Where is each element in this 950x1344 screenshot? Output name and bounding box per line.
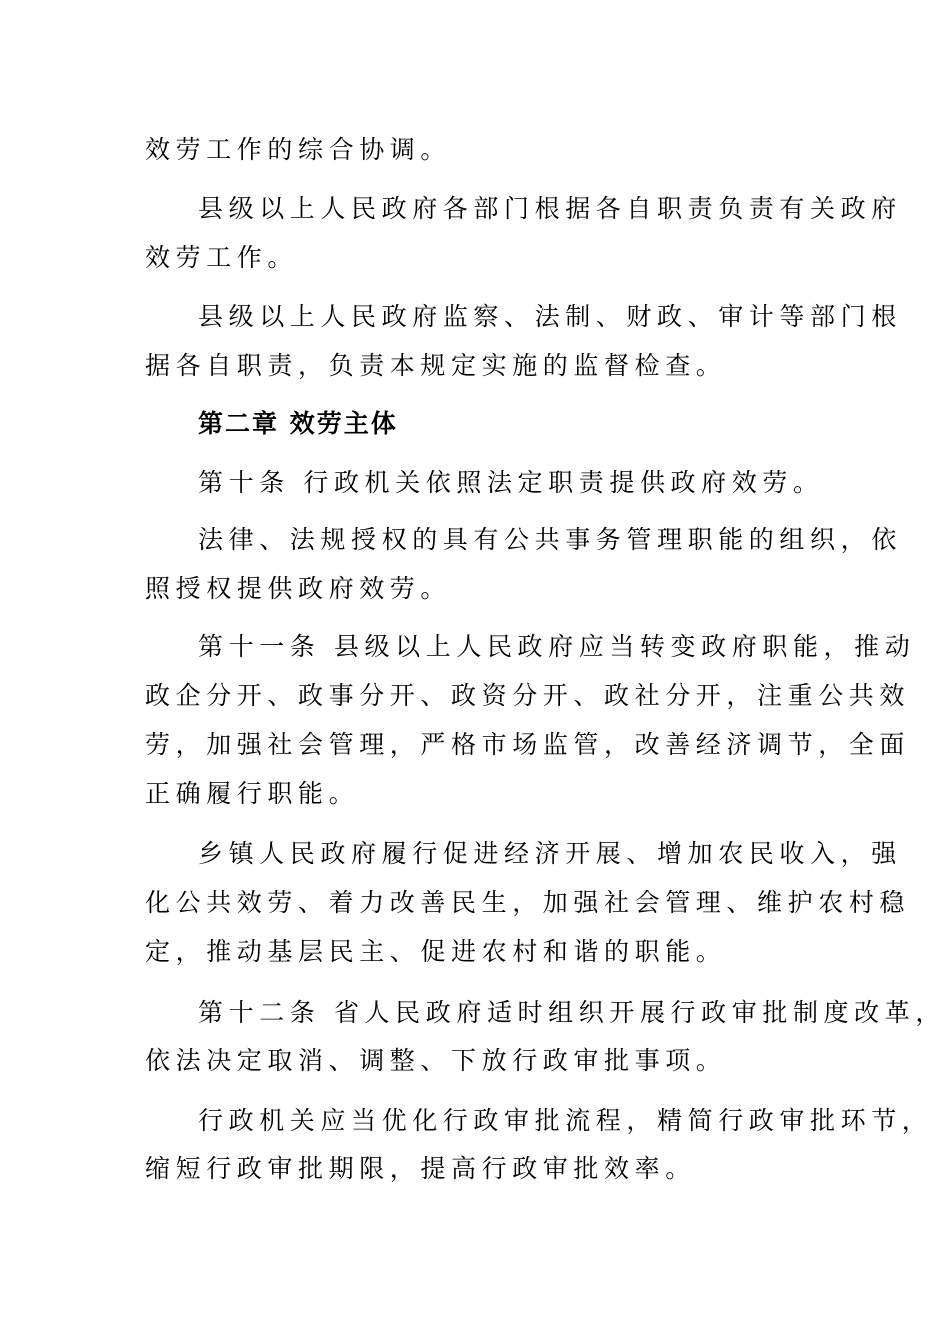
text-line: 缩短行政审批期限，提高行政审批效率。 xyxy=(145,1154,696,1183)
text-line: 县级以上人民政府各部门根据各自职责负责有关政府 xyxy=(198,194,902,223)
text-line: 定，推动基层民主、促进农村和谐的职能。 xyxy=(145,937,727,966)
text-line: 依法决定取消、调整、下放行政审批事项。 xyxy=(145,1046,727,1075)
text-line: 化公共效劳、着力改善民生，加强社会管理、维护农村稳 xyxy=(145,888,911,917)
text-line: 法律、法规授权的具有公共事务管理职能的组织，依 xyxy=(198,525,902,554)
chapter-heading: 第二章 效劳主体 xyxy=(198,409,398,438)
text-line: 第十条 行政机关依照法定职责提供政府效劳。 xyxy=(198,468,824,497)
text-line: 正确履行职能。 xyxy=(145,779,360,808)
text-line: 效劳工作的综合协调。 xyxy=(145,135,452,164)
text-line: 效劳工作。 xyxy=(145,243,299,272)
text-line: 据各自职责，负责本规定实施的监督检查。 xyxy=(145,351,727,380)
text-line: 政企分开、政事分开、政资分开、政社分开，注重公共效 xyxy=(145,681,911,710)
text-line: 第十一条 县级以上人民政府应当转变政府职能，推动 xyxy=(198,632,916,661)
text-line: 行政机关应当优化行政审批流程，精简行政审批环节， xyxy=(198,1106,933,1135)
text-line: 乡镇人民政府履行促进经济开展、增加农民收入，强 xyxy=(198,839,902,868)
text-line: 劳，加强社会管理，严格市场监管，改善经济调节，全面 xyxy=(145,730,911,759)
text-line: 照授权提供政府效劳。 xyxy=(145,574,452,603)
text-line: 县级以上人民政府监察、法制、财政、审计等部门根 xyxy=(198,302,902,331)
text-line: 第十二条 省人民政府适时组织开展行政审批制度改革， xyxy=(198,998,946,1027)
